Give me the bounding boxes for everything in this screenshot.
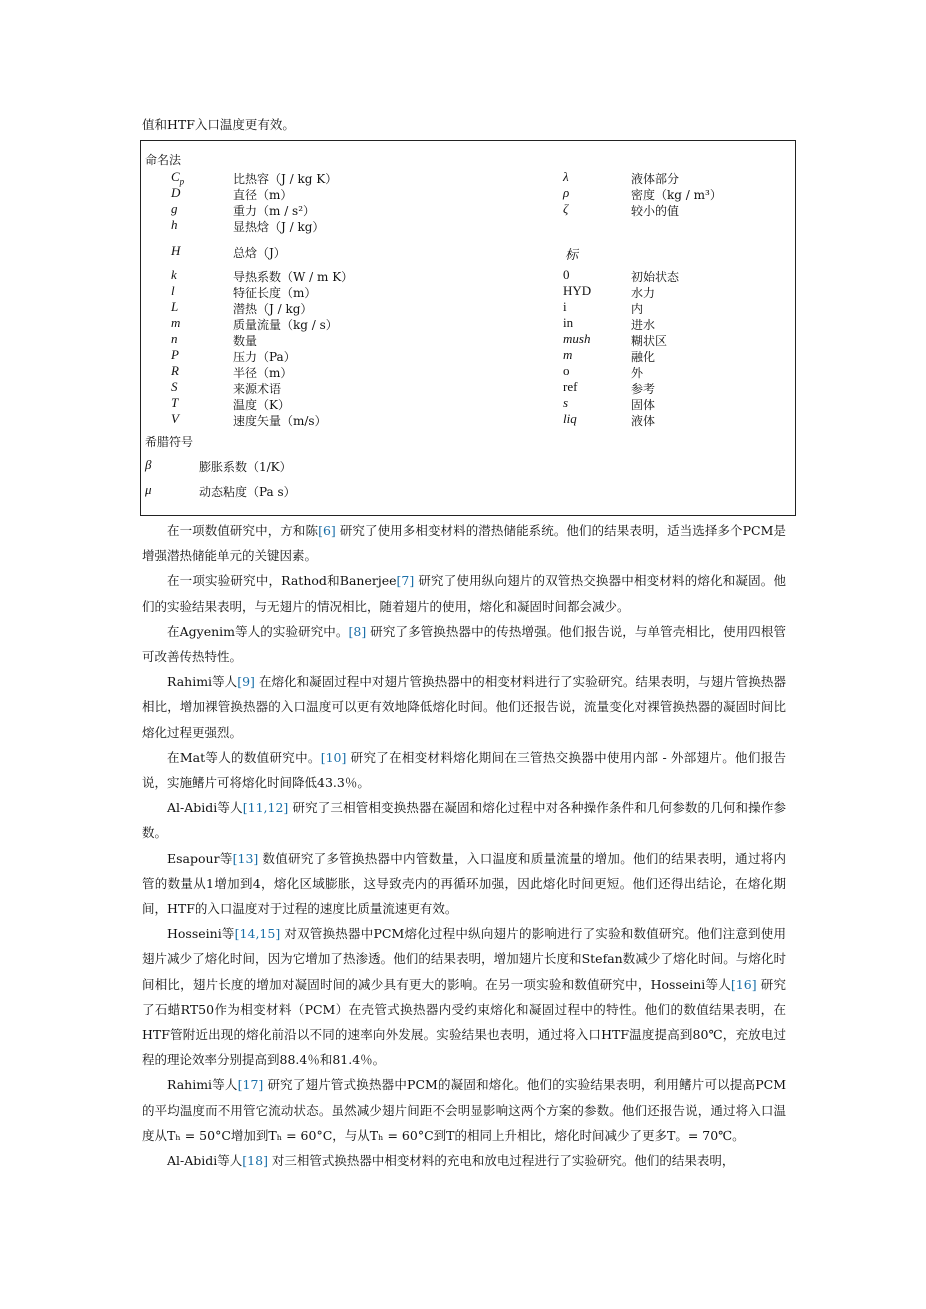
nomenclature-subscript-symbol: o — [563, 363, 570, 378]
nomenclature-description: 重力（m / s²） — [233, 204, 316, 218]
paragraph — [142, 846, 786, 922]
nomenclature-description: 潜热（J / kg） — [233, 302, 313, 316]
paragraph-text: Rahimi等人 — [167, 674, 238, 690]
paragraph-text: 对三相管式换热器中相变材料的充电和放电过程进行了实验研究。他们的结果表明， — [267, 1153, 735, 1169]
nomenclature-description: 数量 — [233, 334, 258, 348]
nomenclature-description: 比热容（J / kg K） — [233, 172, 338, 186]
citation-link[interactable]: [11,12] — [242, 800, 289, 816]
nomenclature-description: 显热焓（J / kg） — [233, 220, 325, 234]
paragraph — [142, 518, 786, 568]
paragraph-text: 在一项数值研究中，方和陈 — [167, 523, 319, 538]
nomenclature-subscript-symbol: liq — [563, 411, 577, 426]
paragraph-text: Al-Abidi等人 — [167, 800, 243, 816]
citation-link[interactable]: [8] — [348, 623, 367, 639]
nomenclature-symbol: l — [171, 283, 175, 298]
nomenclature-subscript-description: 糊状区 — [631, 334, 668, 348]
paragraph-text: 研究了使用纵向翅片的双管热交换器中相变材料的熔化和凝固。他们的实验结果表明，与无翅片的情况相比，随着翅片的使用，熔化和凝固时间都会减少。 — [142, 573, 786, 614]
nomenclature-subscript-symbol: m — [563, 347, 573, 362]
citation-link[interactable]: [7] — [396, 573, 415, 589]
nomenclature-description: 直径（m） — [233, 188, 293, 202]
nomenclature-symbol: S — [171, 379, 178, 394]
nomenclature-subscript-description: 内 — [631, 302, 644, 316]
citation-link[interactable]: [13] — [232, 850, 259, 866]
nomenclature-greek-symbol: ρ — [563, 185, 570, 200]
nomenclature-symbol: n — [171, 331, 178, 346]
paragraph — [142, 1072, 786, 1148]
nomenclature-symbol: P — [171, 347, 179, 362]
nomenclature-description: 总焓（J） — [233, 246, 286, 260]
paragraph-text: Al-Abidi等人 — [167, 1153, 243, 1169]
paragraph — [142, 619, 786, 669]
greek-entry-description: 动态粘度（Pa s） — [199, 485, 296, 499]
nomenclature-subscript-symbol: 0 — [563, 267, 570, 282]
citation-link[interactable]: [16] — [730, 976, 757, 992]
nomenclature-symbol: L — [171, 299, 179, 314]
nomenclature-description: 导热系数（W / m K） — [233, 270, 354, 284]
nomenclature-subscript-description: 融化 — [631, 350, 656, 364]
nomenclature-greek-description: 液体部分 — [631, 172, 680, 186]
nomenclature-subscript-description: 液体 — [631, 414, 656, 428]
nomenclature-symbol: T — [171, 395, 179, 410]
nomenclature-title: 命名法 — [145, 153, 182, 167]
paragraph-text: 在一项实验研究中，Rathod和Banerjee — [167, 573, 397, 589]
citation-link[interactable]: [9] — [237, 674, 255, 690]
nomenclature-symbol: g — [171, 201, 178, 216]
citation-link[interactable]: [6] — [318, 523, 336, 538]
paragraph-text: 在Mat等人的数值研究中。 — [167, 749, 321, 765]
paragraph-text: 研究了多管换热器中的传热增强。他们报告说，与单管壳相比，使用四根管可改善传热特性。 — [142, 623, 786, 665]
greek-entry-description: 膨胀系数（1/K） — [199, 460, 292, 474]
paragraph-text: 在熔化和凝固过程中对翅片管换热器中的相变材料进行了实验研究。结果表明，与翅片管换热器相比，增加裸管换热器的入口温度可以更有效地降低熔化时间。他们还报告说，流量变化对裸管换热器的凝固时间比熔化过程更强烈。 — [142, 674, 786, 740]
paragraph-text: Esapour等 — [167, 850, 233, 866]
nomenclature-symbol: D — [171, 185, 181, 200]
paragraph-text: 研究了翅片管式换热器中PCM的凝固和熔化。他们的实验结果表明，利用鳍片可以提高PCM的平均温度而不用管它流动状态。虽然减少翅片间距不会明显影响这两个方案的参数。他们还报告说，通过将入口温度从Tₕ = 50°C增加到Tₕ = 60°C，与从Tₕ = 60°C到T的相同上升相比，熔化时间减少了更多T。= 70℃。 — [142, 1077, 786, 1143]
nomenclature-subscript-symbol: ref — [563, 379, 578, 394]
citation-link[interactable]: [10] — [320, 749, 347, 765]
nomenclature-subscript-description: 进水 — [631, 318, 656, 332]
paragraph-text: 研究了在相变材料熔化期间在三管热交换器中使用内部 - 外部翅片。他们报告说，实施鳍片可将熔化时间降低43.3％。 — [142, 749, 786, 791]
nomenclature-subscript-description: 参考 — [631, 382, 656, 396]
subscript-title: 标 — [565, 247, 579, 262]
nomenclature-description: 特征长度（m） — [233, 286, 317, 300]
nomenclature-description: 速度矢量（m/s） — [233, 414, 327, 428]
intro-line: 值和HTF入口温度更有效。 — [142, 117, 295, 132]
paragraph — [142, 921, 786, 1072]
paragraph-text: 在Agyenim等人的实验研究中。 — [167, 623, 349, 639]
nomenclature-greek-symbol: ζ — [563, 201, 569, 216]
paragraph — [142, 795, 786, 845]
nomenclature-symbol: V — [171, 411, 179, 426]
citation-link[interactable]: [17] — [237, 1077, 264, 1093]
nomenclature-greek-description: 较小的值 — [631, 204, 680, 218]
nomenclature-subscript-description: 固体 — [631, 398, 656, 412]
paragraph-text: 研究了石蜡RT50作为相变材料（PCM）在壳管式换热器内受约束熔化和凝固过程中的特性。他们的数值结果表明，在HTF管附近出现的熔化前沿以不同的速率向外发展。实验结果也表明，通过将入口HTF温度提高到80℃，充放电过程的理论效率分别提高到88.4％和81.4％。 — [142, 976, 786, 1068]
nomenclature-description: 压力（Pa） — [233, 350, 296, 364]
nomenclature-symbol-subscript: p — [179, 176, 185, 187]
nomenclature-subscript-symbol: HYD — [563, 283, 592, 298]
paragraph-text: 对双管换热器中PCM熔化过程中纵向翅片的影响进行了实验和数值研究。他们注意到使用翅片减少了熔化时间，因为它增加了热渗透。他们的结果表明，增加翅片长度和Stefan数减少了熔化时间。与熔化时间相比，翅片长度的增加对凝固时间的减少具有更大的影响。在另一项实验和数值研究中，Hosseini等人 — [142, 926, 787, 992]
paragraph — [142, 745, 786, 795]
nomenclature-description: 来源术语 — [233, 382, 282, 396]
paragraph-text: Rahimi等人 — [167, 1077, 238, 1093]
nomenclature-symbol: H — [171, 243, 181, 258]
nomenclature-subscript-description: 水力 — [631, 286, 656, 300]
nomenclature-description: 半径（m） — [233, 366, 293, 380]
nomenclature-subscript-description: 外 — [631, 366, 644, 380]
nomenclature-box — [140, 140, 796, 516]
citation-link[interactable]: [14,15] — [234, 926, 281, 942]
paragraph — [142, 568, 786, 618]
nomenclature-description: 温度（K） — [233, 398, 290, 412]
paragraph — [142, 669, 786, 745]
citation-link[interactable]: [18] — [242, 1153, 268, 1169]
paragraph — [142, 1148, 786, 1173]
paragraph-text: 研究了使用多相变材料的潜热储能系统。他们的结果表明，适当选择多个PCM是增强潜热储能单元的关键因素。 — [142, 523, 786, 564]
nomenclature-symbol: k — [171, 267, 177, 282]
nomenclature-subscript-description: 初始状态 — [631, 270, 680, 284]
nomenclature-subscript-symbol: in — [563, 315, 574, 330]
paragraph-text: 研究了三相管相变换热器在凝固和熔化过程中对各种操作条件和几何参数的几何和操作参数。 — [142, 800, 786, 841]
greek-entry-symbol: μ — [145, 482, 152, 497]
nomenclature-subscript-symbol: s — [563, 395, 569, 410]
nomenclature-greek-description: 密度（kg / m³） — [631, 188, 722, 202]
nomenclature-subscript-symbol: i — [563, 299, 567, 314]
nomenclature-symbol: m — [171, 315, 181, 330]
nomenclature-symbol: $C_p$ — [171, 169, 185, 187]
paragraph-text: 数值研究了多管换热器中内管数量，入口温度和质量流量的增加。他们的结果表明，通过将内管的数量从1增加到4，熔化区域膨胀，这导致壳内的再循环加强，因此熔化时间更短。他们还得出结论，在熔化期间，HTF的入口温度对于过程的速度比质量流速更有效。 — [142, 850, 787, 917]
greek-entry-symbol: β — [145, 457, 152, 472]
nomenclature-greek-symbol: λ — [563, 169, 569, 184]
nomenclature-description: 质量流量（kg / s） — [233, 318, 338, 332]
nomenclature-subscript-symbol: mush — [563, 331, 591, 346]
nomenclature-symbol: R — [171, 363, 179, 378]
nomenclature-symbol: h — [171, 217, 178, 232]
greek-symbols-title: 希腊符号 — [145, 435, 194, 449]
paragraph-text: Hosseini等 — [167, 926, 235, 942]
body-text — [142, 518, 786, 1173]
